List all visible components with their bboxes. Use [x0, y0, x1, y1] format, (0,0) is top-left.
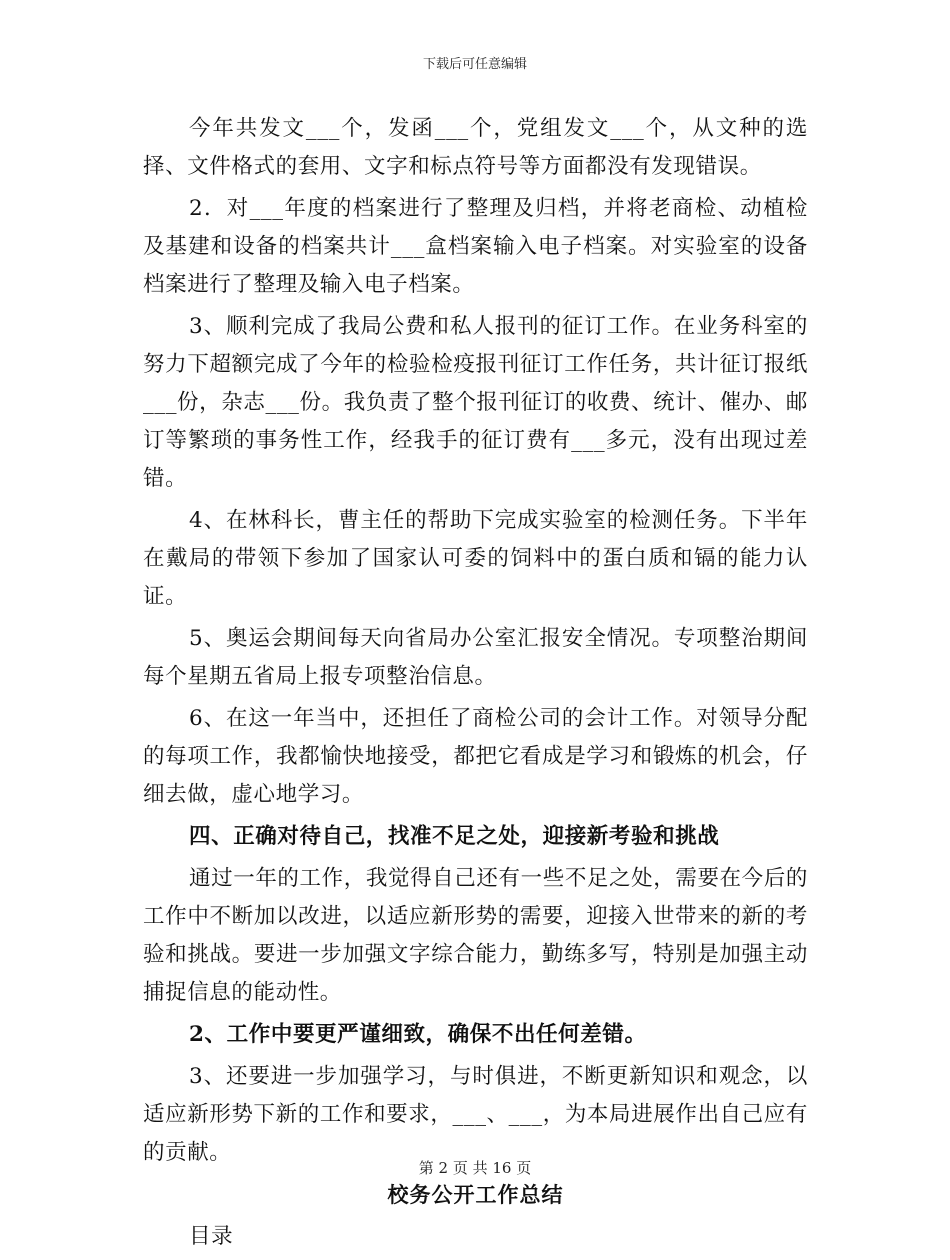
paragraph-lab-tasks: 4、在林科长，曹主任的帮助下完成实验室的检测任务。下半年在戴局的带领下参加了国家认可委的饲料中的蛋白质和镉的能力认证。 — [143, 508, 808, 609]
paragraph-accounting: 6、在这一年当中，还担任了商检公司的会计工作。对领导分配的每项工作，我都愉快地接受，都把它看成是学习和锻炼的机会，仔细去做，虚心地学习。 — [143, 706, 808, 807]
paragraph-olympics-reporting: 5、奥运会期间每天向省局办公室汇报安全情况。专项整治期间每个星期五省局上报专项整治信息。 — [143, 626, 808, 689]
paragraph-subscriptions: 3、顺利完成了我局公费和私人报刊的征订工作。在业务科室的努力下超额完成了今年的检验检疫报刊征订工作任务，共计征订报纸___份，杂志___份。我负责了整个报刊征订的收费、统计、催办、邮订等繁琐的事务性工作，经我手的征订费有___多元，没有出现过差错。 — [143, 314, 808, 491]
document-body — [143, 110, 808, 1260]
toc-label: 目录 — [189, 1224, 234, 1249]
paragraph-document-count: 今年共发文___个，发函___个，党组发文___个，从文种的选择、文件格式的套用、文字和标点符号等方面都没有发现错误。 — [143, 116, 808, 179]
section-title: 校务公开工作总结 — [387, 1182, 564, 1207]
heading-careful-work: 2、工作中要更严谨细致，确保不出任何差错。 — [189, 1022, 647, 1047]
paragraph-further-study: 3、还要进一步加强学习，与时俱进，不断更新知识和观念，以适应新形势下新的工作和要求，___、___，为本局进展作出自己应有的贡献。 — [143, 1064, 808, 1165]
page-footer: 第 2 页 共 16 页 — [418, 1159, 532, 1177]
heading-section-four: 四、正确对待自己，找准不足之处，迎接新考验和挑战 — [189, 824, 720, 849]
paragraph-archives: 2．对___年度的档案进行了整理及归档，并将老商检、动植检及基建和设备的档案共计___盒档案输入电子档案。对实验室的设备档案进行了整理及输入电子档案。 — [143, 196, 808, 297]
page-header: 下载后可任意编辑 — [422, 57, 527, 72]
paragraph-shortcomings: 通过一年的工作，我觉得自己还有一些不足之处，需要在今后的工作中不断加以改进，以适应新形势的需要，迎接入世带来的新的考验和挑战。要进一步加强文字综合能力，勤练多写，特别是加强主动捕捉信息的能动性。 — [143, 866, 808, 1005]
